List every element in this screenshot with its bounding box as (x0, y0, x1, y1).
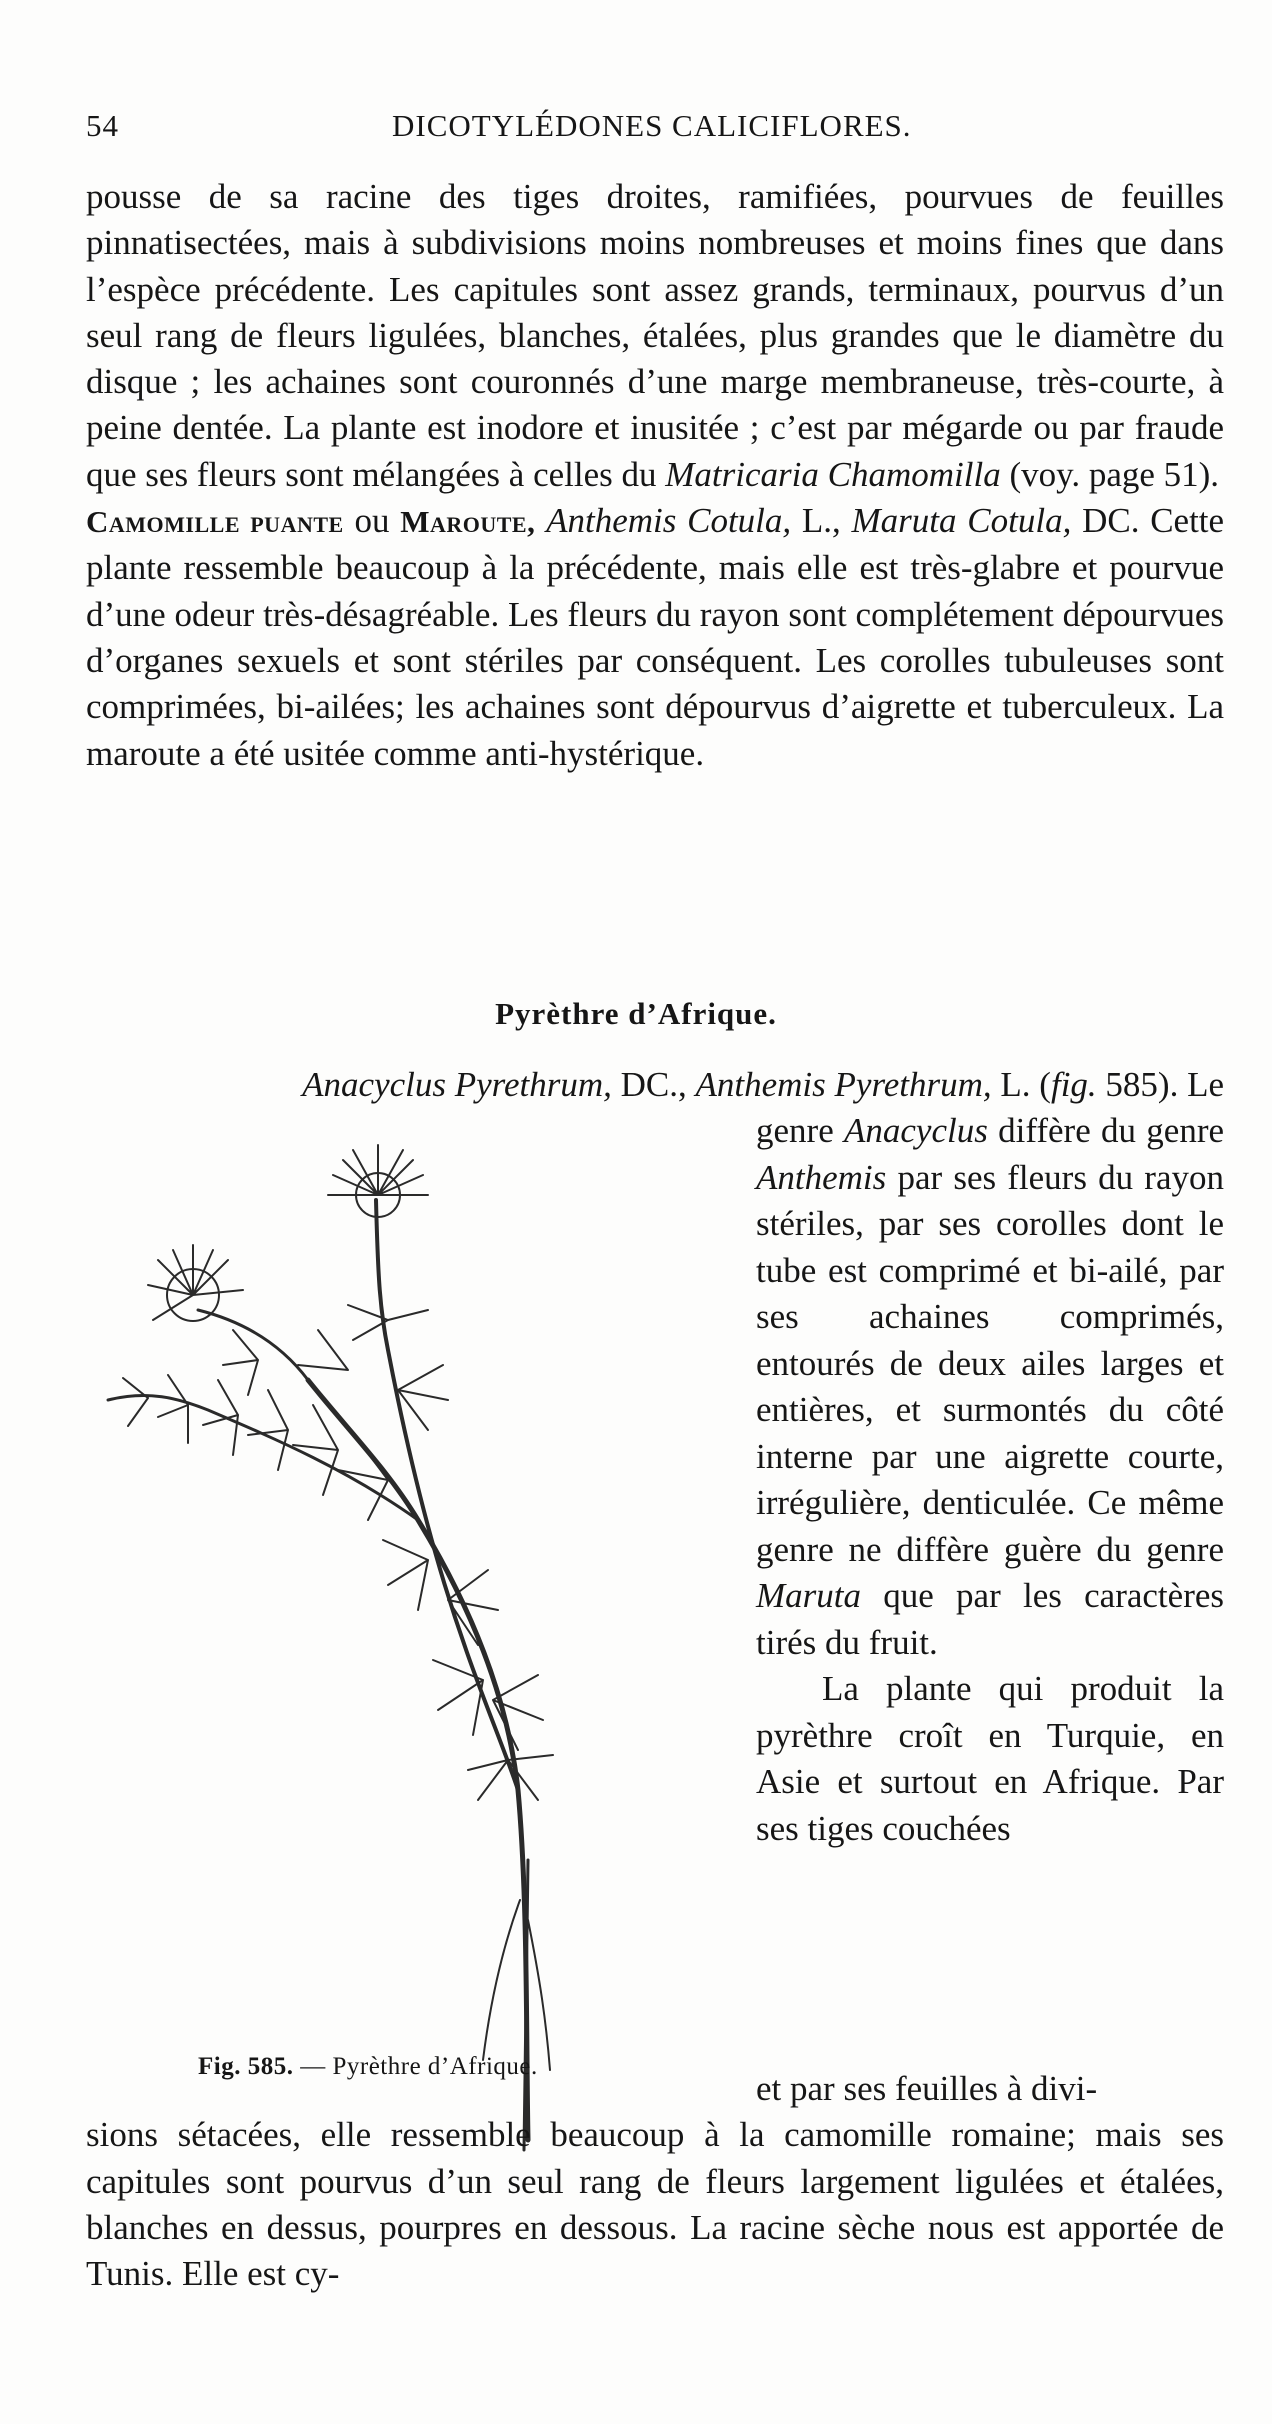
col-genus-2: Anthemis (756, 1157, 887, 1197)
col-text-a: genre (756, 1111, 834, 1150)
col-p2: La plante qui produit la pyrèthre croît en Turquie, en Asie et surtout en Afrique. Par ses tiges couchées (756, 1669, 1224, 1848)
col-text-d: que par les caractères tirés du fruit. (756, 1576, 1225, 1662)
camomille-text: Cette plante ressemble beaucoup à la précédente, mais elle est très-glabre et pourvue d’une odeur très-désagréable. Les fleurs du rayon sont complétement dépourvues d’organes sexuels et sont stériles par conséquent. Les corolles tubuleuses sont comprimées, bi-ailées; les achaines sont dépourvus d’aigrette et tuberculeux. La maroute a été usitée comme anti-hystérique. (86, 501, 1225, 773)
lead-fig-num: 585). (1105, 1065, 1179, 1104)
section-title: Pyrèthre d’Afrique. (495, 996, 777, 1031)
camomille-author-1: L., (801, 501, 841, 541)
figure-caption-text: — Pyrèthre d’Afrique. (300, 2053, 538, 2080)
camomille-latin-2: Maruta Cotula, (851, 501, 1072, 541)
camomille-ou: ou (354, 501, 390, 541)
pyrethre-bottom-paragraph (86, 2066, 1224, 2297)
camomille-latin-1: Anthemis Cotula, (546, 501, 792, 541)
col-genus-1: Anacyclus (844, 1111, 988, 1150)
lead-author-2: L. ( (1000, 1065, 1051, 1104)
pyrethre-plant-illustration (88, 1140, 728, 2160)
intro-end: (voy. page 51). (1009, 454, 1220, 494)
lead-latin-2: Anthemis Pyrethrum, (695, 1065, 992, 1104)
maroute-name: Maroute, (400, 504, 536, 540)
intro-paragraph (86, 174, 1224, 777)
figure-label: Fig. 585. (198, 2053, 294, 2080)
intro-text: pousse de sa racine des tiges droites, ramifiées, pourvues de feuilles pinnatisectées, mais à subdivisions moins nombreuses et moins fines que dans l’espèce précédente. Les capitules sont assez grands, terminaux, pourvus d’un seul rang de fleurs ligulées, blanches, étalées, plus grandes que le diamètre du disque ; les achaines sont couronnés d’une marge membraneuse, très-courte, à peine dentée. La plante est inodore et inusitée ; c’est par mégarde ou par fraude que ses fleurs sont mélangées à celles du (86, 177, 1224, 494)
pyrethre-column (756, 1108, 1224, 1852)
bottom-wrap-line: et par ses feuilles à divi- (756, 2069, 1098, 2108)
intro-italic-latin: Matricaria Chamomilla (665, 454, 1001, 494)
camomille-name: Camomille puante (86, 504, 344, 540)
camomille-author-2: DC. (1082, 501, 1140, 541)
lead-fig: fig. (1050, 1065, 1097, 1104)
lead-end: Le (1187, 1065, 1224, 1104)
col-text-b: diffère du genre (998, 1111, 1225, 1150)
col-text-c: par ses fleurs du rayon stériles, par ses corolles dont le tube est comprimé et bi-ailé, par ses achaines comprimés, entourés de deux ailes larges et entières, et surmontés du côté interne par une aigrette courte, irrégulière, denticulée. Ce même genre ne diffère guère du genre (756, 1157, 1224, 1569)
plant-drawing-icon (88, 1140, 728, 2160)
page-number: 54 (86, 108, 119, 143)
lead-latin-1: Anacyclus Pyrethrum, (302, 1065, 612, 1104)
lead-author-1: DC., (620, 1065, 687, 1104)
running-title: DICOTYLÉDONES CALICIFLORES. (392, 108, 912, 143)
pyrethre-lead-line (124, 1062, 1224, 1108)
bottom-text: sions sétacées, elle ressemble beaucoup à la camomille romaine; mais ses capitules sont pourvus d’un seul rang de fleurs largement ligulées et étalées, blanches en dessus, pourpres en dessous. La racine sèche nous est apportée de Tunis. Elle est cy- (86, 2115, 1224, 2294)
col-genus-3: Maruta (756, 1576, 861, 1615)
